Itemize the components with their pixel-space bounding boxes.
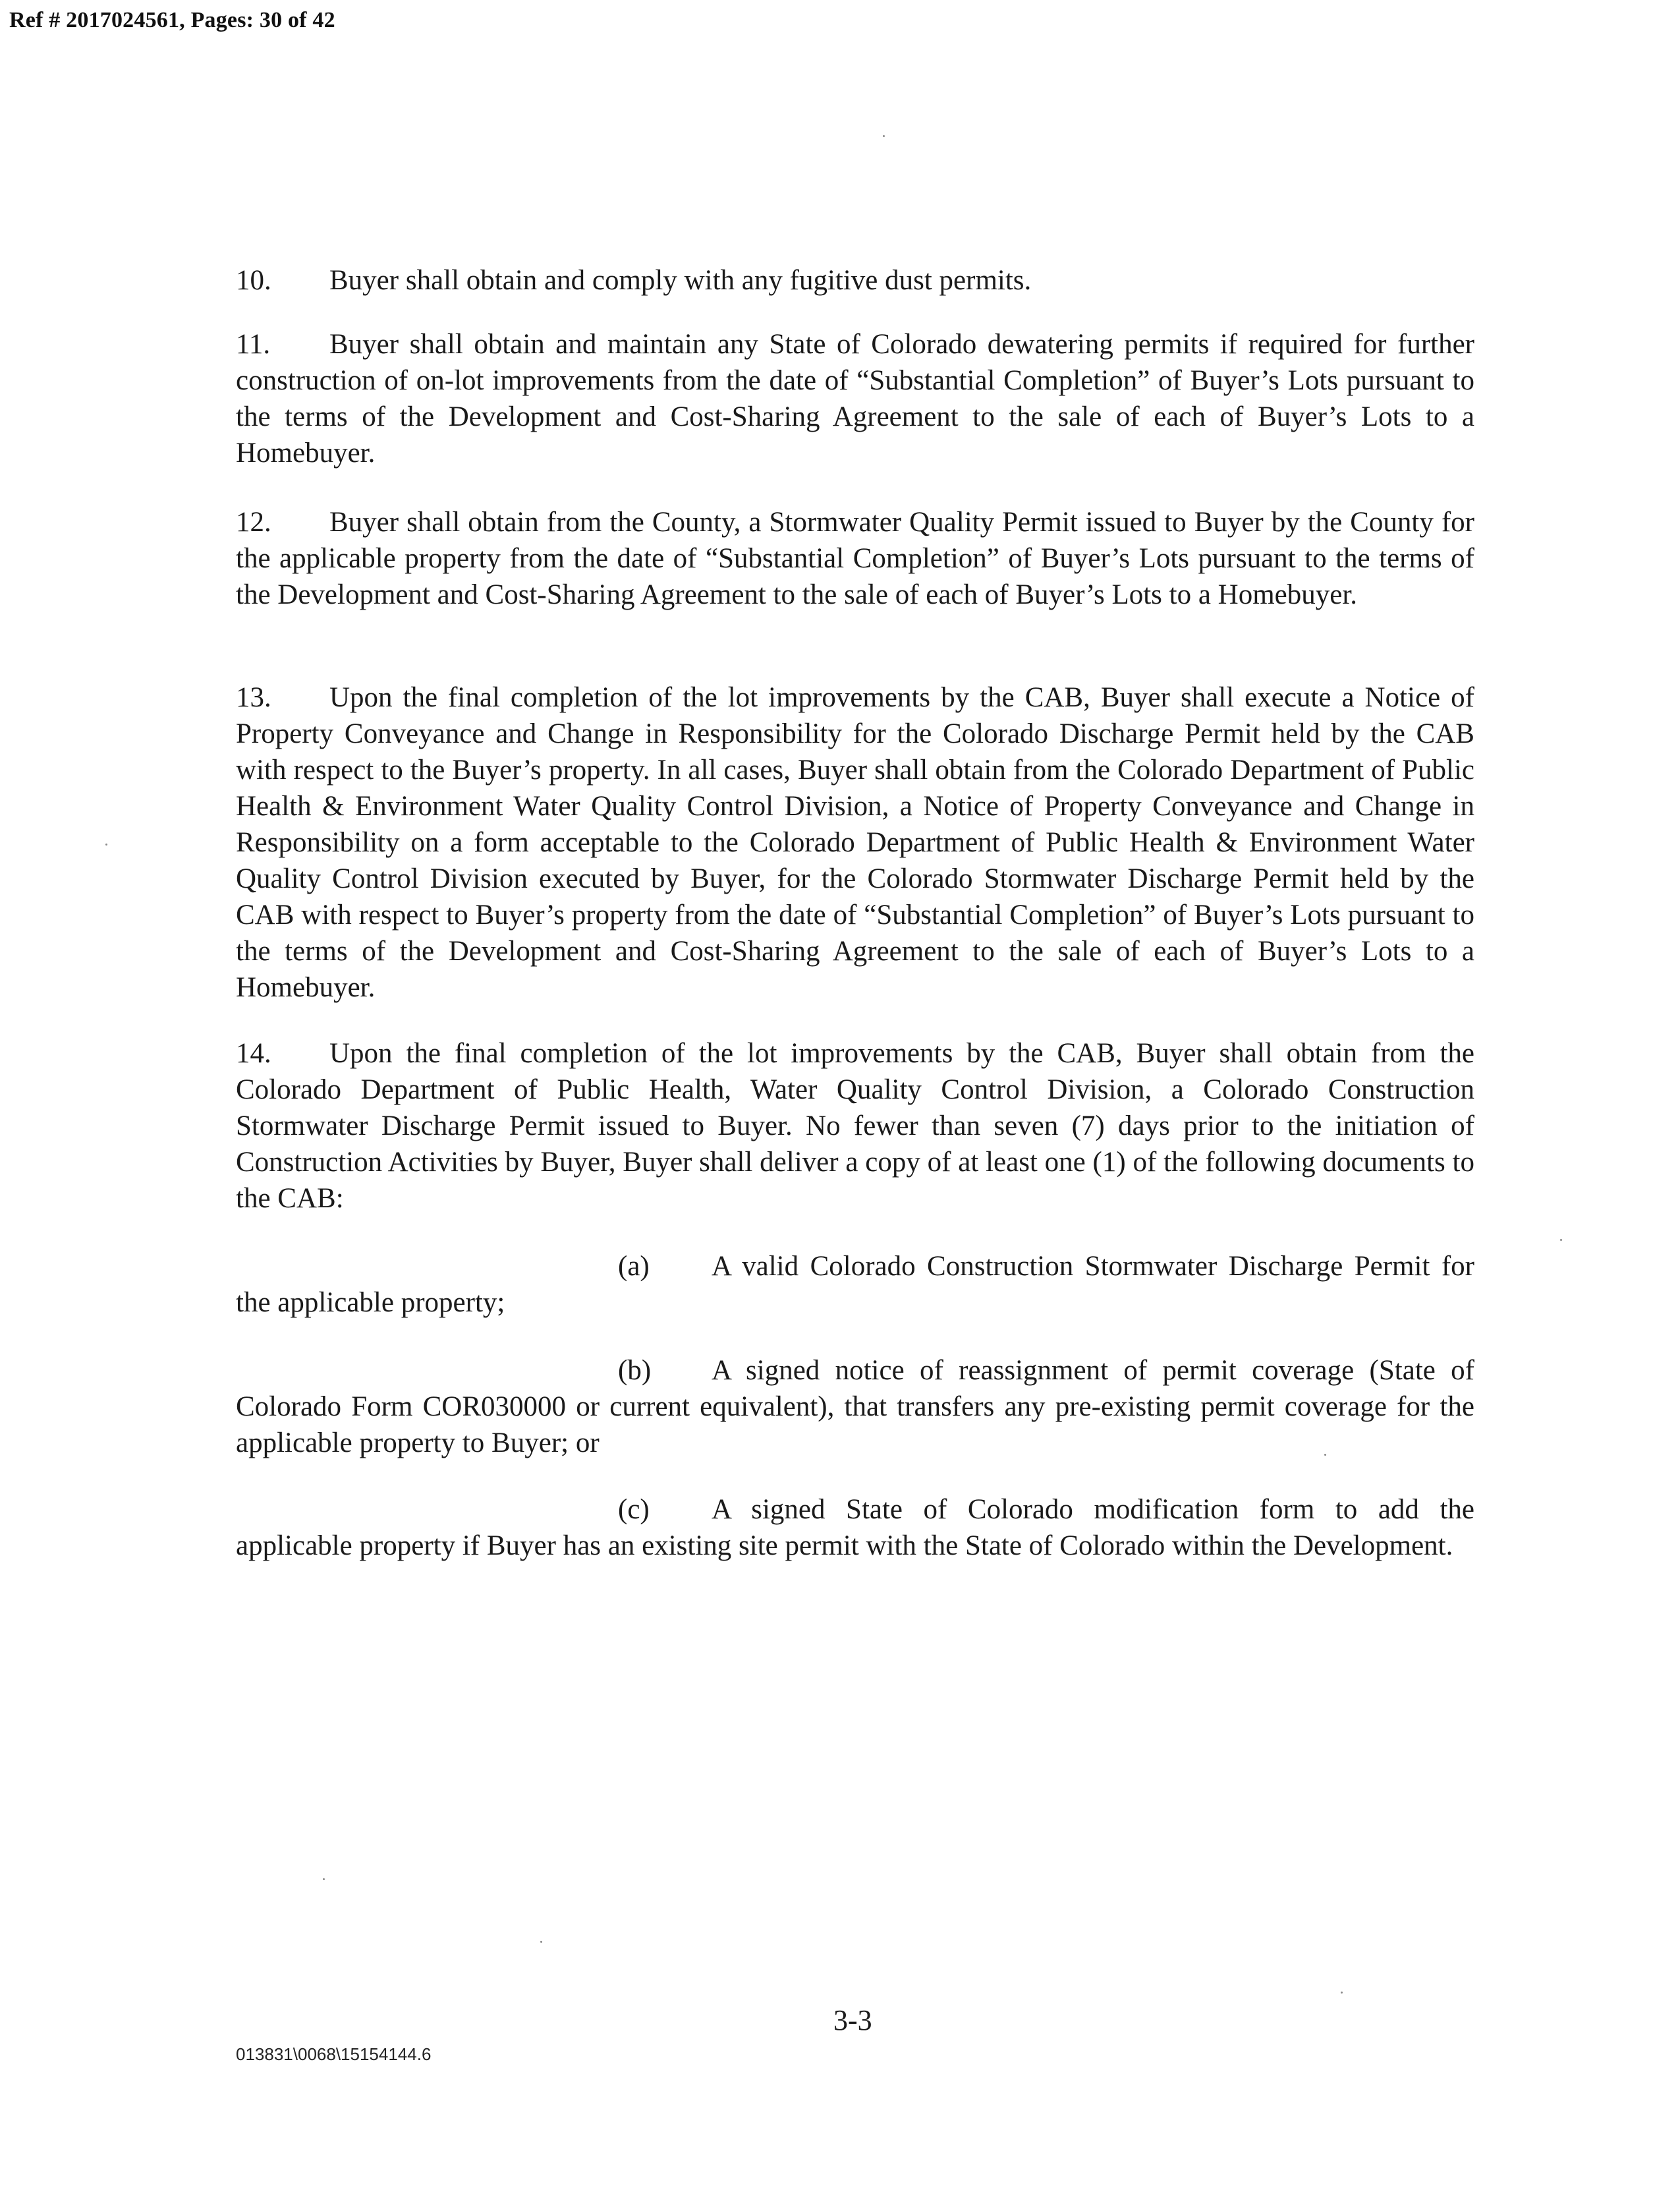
scan-speck	[105, 844, 107, 846]
subitem-letter: (a)	[618, 1251, 650, 1282]
recording-reference-header: Ref # 2017024561, Pages: 30 of 42	[9, 8, 335, 32]
subitem-text: A valid Colorado Construction Stormwater Discharge Permit for the applicable property;	[236, 1251, 1474, 1318]
paragraph-number: 12.	[236, 507, 271, 538]
subitem-letter: (b)	[618, 1355, 652, 1386]
subitem-letter: (c)	[618, 1494, 650, 1525]
subitem-a	[236, 1248, 1474, 1321]
paragraph-text: Upon the final completion of the lot improvements by the CAB, Buyer shall execute a Notice of Property Conveyance and Change in Responsibility for the Colorado Discharge Permit held by the CAB with respect to the Buyer’s property. In all cases, Buyer shall obtain from the Colorado Department of Public Health & Environment Water Quality Control Division, a Notice of Property Conveyance and Change in Responsibility on a form acceptable to the Colorado Department of Public Health & Environment Water Quality Control Division executed by Buyer, for the Colorado Stormwater Discharge Permit held by the CAB with respect to Buyer’s property from the date of “Substantial Completion” of Buyer’s Lots pursuant to the terms of the Development and Cost-Sharing Agreement to the sale of each of Buyer’s Lots to a Homebuyer.	[236, 682, 1474, 1003]
paragraph-text: Buyer shall obtain and comply with any fugitive dust permits.	[329, 265, 1032, 296]
paragraph-12	[236, 504, 1474, 613]
scan-speck	[1324, 1454, 1326, 1456]
scan-speck	[1560, 1239, 1562, 1241]
paragraph-text: Buyer shall obtain and maintain any State of Colorado dewatering permits if required for further construction of on-lot improvements from the date of “Substantial Completion” of Buyer’s Lots pursuant to the terms of the Development and Cost-Sharing Agreement to the sale of each of Buyer’s Lots to a Homebuyer.	[236, 329, 1474, 469]
document-id: 013831\0068\15154144.6	[236, 2044, 432, 2064]
scan-speck	[883, 135, 885, 137]
subitem-b	[236, 1352, 1474, 1461]
subitem-text: A signed State of Colorado modification form to add the applicable property if Buyer has an existing site permit with the State of Colorado within the Development.	[236, 1494, 1474, 1561]
paragraph-text: Upon the final completion of the lot improvements by the CAB, Buyer shall obtain from the Colorado Department of Public Health, Water Quality Control Division, a Colorado Construction Stormwater Discharge Permit issued to Buyer. No fewer than seven (7) days prior to the initiation of Construction Activities by Buyer, Buyer shall deliver a copy of at least one (1) of the following documents to the CAB:	[236, 1038, 1474, 1214]
subitem-c	[236, 1491, 1474, 1564]
paragraph-14	[236, 1035, 1474, 1217]
paragraph-number: 10.	[236, 265, 271, 296]
paragraph-number: 14.	[236, 1038, 271, 1069]
paragraph-number: 11.	[236, 329, 271, 360]
page-number: 3-3	[833, 2004, 872, 2036]
subitem-text: A signed notice of reassignment of permit coverage (State of Colorado Form COR030000 or current equivalent), that transfers any pre-existing permit coverage for the applicable property to Buyer; or	[236, 1355, 1474, 1458]
paragraph-13	[236, 679, 1474, 1006]
paragraph-10	[236, 262, 1474, 299]
paragraph-number: 13.	[236, 682, 271, 713]
scan-speck	[323, 1878, 325, 1880]
paragraph-text: Buyer shall obtain from the County, a Stormwater Quality Permit issued to Buyer by the County for the applicable property from the date of “Substantial Completion” of Buyer’s Lots pursuant to the terms of the Development and Cost-Sharing Agreement to the sale of each of Buyer’s Lots to a Homebuyer.	[236, 507, 1474, 610]
paragraph-11	[236, 326, 1474, 471]
scan-speck	[540, 1941, 542, 1943]
scan-speck	[1341, 1992, 1343, 1994]
